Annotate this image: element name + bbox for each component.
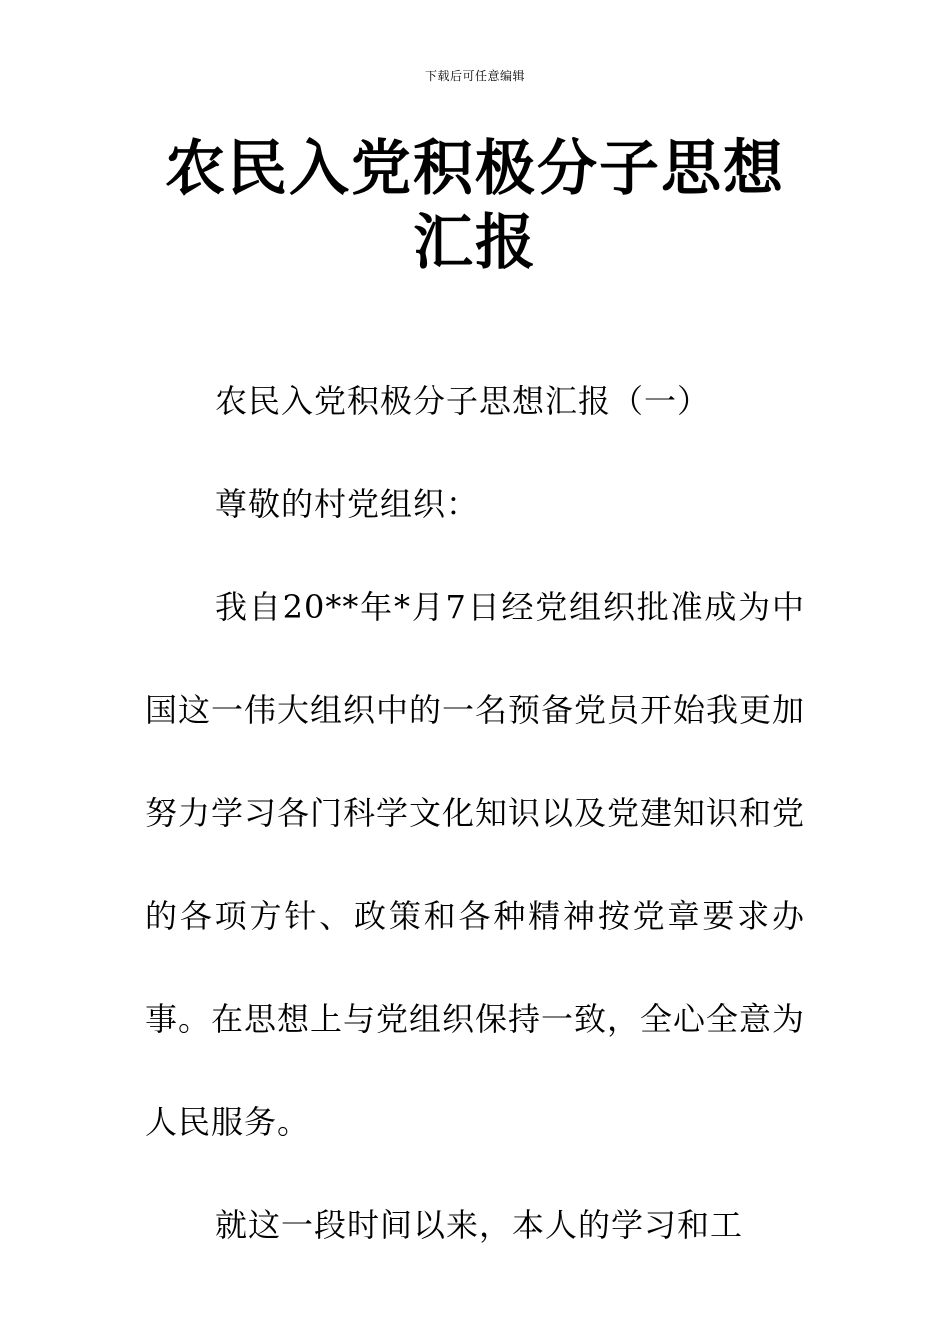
header-note: 下载后可任意编辑 <box>424 69 525 83</box>
body-paragraph: 我自20**年*月7日经党组织批准成为中国这一伟大组织中的一名预备党员开始我更加努力学习各门科学文化知识以及党建知识和党的各项方针、政策和各种精神按党章要求办事。在思想上与党组织保持一致，全心全意为人民服务。 <box>145 588 806 1141</box>
body-paragraph: 就这一段时间以来，本人的学习和工 <box>215 1206 744 1244</box>
section-heading: 农民入党积极分子思想汇报（一） <box>215 382 711 420</box>
document-body <box>145 350 805 1277</box>
salutation: 尊敬的村党组织： <box>215 485 480 523</box>
document-title: 农民入党积极分子思想汇报 <box>165 134 785 278</box>
